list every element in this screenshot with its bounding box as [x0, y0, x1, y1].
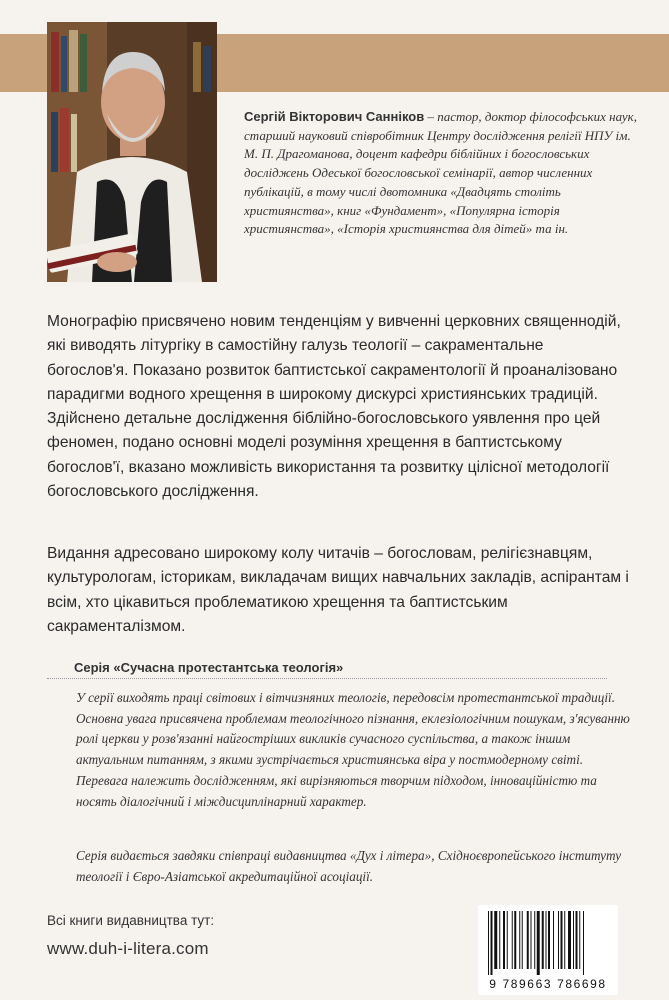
barcode-bar — [553, 911, 554, 969]
author-bio-text: – пастор, доктор філософських наук, старший науковий співробітник Центру дослідження релігії НПУ ім. М. П. Драгоманова, доцент кафедри біблійних і богословських досліджень Одеської богословської семінарії, автор численних публікацій, в тому числі двотомника «Двадцять століть християнства», книг «Фундамент», «Популярна історія християнства», «Історія християнства для дітей» та ін. — [244, 109, 638, 237]
barcode-icon — [478, 905, 618, 977]
barcode-bar — [491, 911, 493, 975]
series-partners: Серія видається завдяки співпраці видавництва «Дух і літера», Східноєвропейського інституту теології і Євро-Азіатської акредитаційної асоціації. — [76, 848, 622, 884]
barcode-bar — [507, 911, 508, 969]
book-abstract: Монографію присвячено новим тенденціям у вивченні церковних священнодій, які виводять літургіку в самостійну галузь теології – сакраментальне богослов'я. Показано розвиток баптистської сакраментології й проаналізовано парадигми водного хрещення в широкому дискурсі християнських традицій. Здійснено детальне дослідження біблійно-богословського уявлення про цей феномен, подано основні моделі розуміння хрещення в баптистському богослов'ї, вказано можливість використання та розвитку цілісної методології богословського дослідження. — [47, 313, 621, 501]
barcode-bar — [494, 911, 497, 969]
barcode-bar — [568, 911, 571, 969]
barcode-bar — [499, 911, 500, 969]
barcode-bar — [579, 911, 580, 969]
barcode-bar — [558, 911, 559, 969]
barcode-bar — [576, 911, 578, 969]
barcode-bar — [503, 911, 505, 969]
barcode-bar — [488, 911, 489, 975]
barcode-number: 9 789663 786698 — [489, 977, 607, 991]
barcode-bar — [542, 911, 544, 969]
barcode-bar — [583, 911, 584, 975]
series-section — [47, 654, 630, 894]
barcode-bar — [573, 911, 574, 969]
author-bio — [244, 108, 644, 239]
barcode-bar — [522, 911, 523, 969]
isbn-barcode — [478, 905, 618, 995]
audience-note: Видання адресовано широкому колу читачів – богословам, релігієзнавцям, культурологам, історикам, викладачам вищих навчальних закладів, аспірантам і всім, хто цікавиться проблематикою хрещення та баптистським сакраменталізмом. — [47, 545, 629, 635]
series-description: У серії виходять праці світових і вітчизняних теологів, передовсім протестантської традиції. Основна увага присвячена проблемам теологічного пізнання, еклезіологічним пошукам, з'ясуванню ролі церкви у розв'язанні найгостріших викликів сучасного суспільства, а також іншим актуальним питанням, з якими зустрічається християнська віра у постмодерному світі. Перевага належить дослідженням, які вирізняються творчим підходом, інноваційністю та носять діалогічний і міждисциплінарний характер. — [76, 690, 630, 809]
series-divider — [47, 678, 607, 679]
barcode-bar — [531, 911, 532, 969]
series-title: Серія «Сучасна протестантська теологія» — [74, 660, 344, 675]
barcode-bar — [561, 911, 563, 969]
publisher-website-link[interactable]: www.duh-i-litera.com — [47, 939, 209, 958]
barcode-bar — [519, 911, 520, 969]
author-photo-icon — [47, 22, 217, 282]
barcode-bar — [546, 911, 547, 969]
barcode-bar — [512, 911, 513, 969]
barcode-bar — [527, 911, 529, 969]
author-photo — [47, 22, 217, 282]
barcode-bar — [537, 911, 540, 975]
publisher-books-label: Всі книги видавництва тут: — [47, 913, 215, 928]
barcode-bar — [564, 911, 565, 969]
barcode-bar — [548, 911, 550, 969]
barcode-bar — [534, 911, 535, 969]
barcode-bar — [514, 911, 516, 969]
author-name: Сергій Вікторович Санніков — [244, 109, 425, 124]
